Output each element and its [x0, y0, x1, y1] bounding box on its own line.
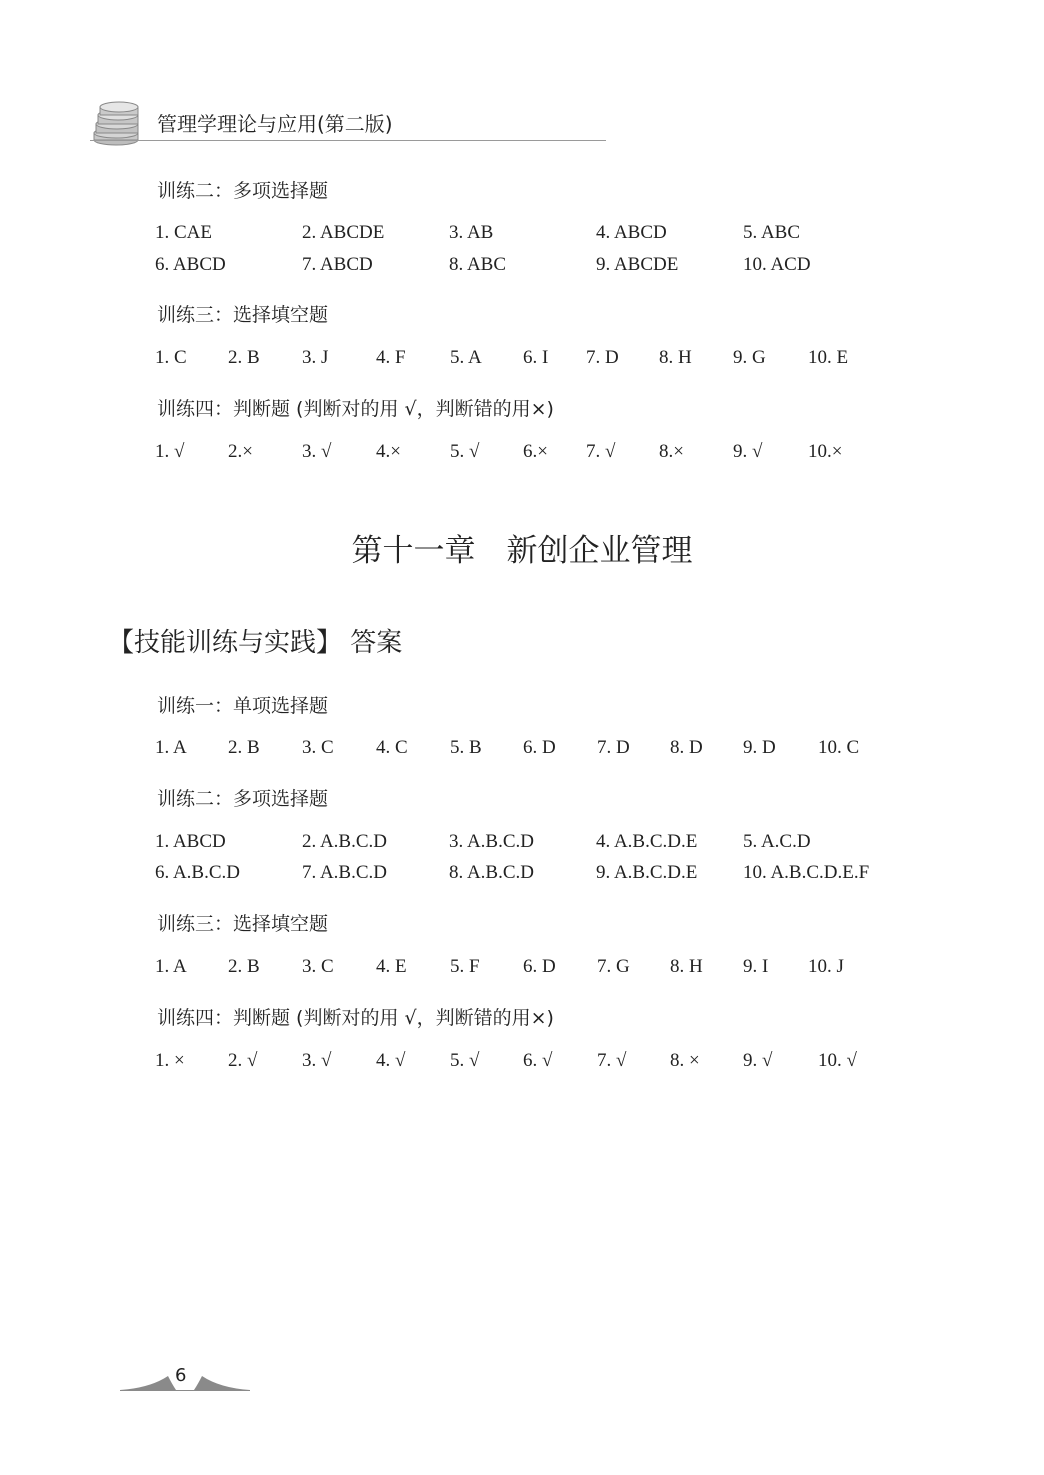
answer: 7. D	[586, 347, 619, 368]
answer: 9. I	[743, 956, 769, 977]
answer: 1. ×	[155, 1050, 185, 1071]
section-title: 训练二：多项选择题	[157, 788, 329, 810]
answer: 8. A.B.C.D	[449, 862, 534, 883]
book-title: 管理学理论与应用(第二版)	[157, 112, 393, 136]
answer: 1. A	[155, 737, 187, 758]
answer: 3. √	[302, 441, 332, 462]
answer: 8.×	[659, 441, 684, 462]
answer: 7. G	[597, 956, 630, 977]
answer: 4. E	[376, 956, 407, 977]
answer: 6. D	[523, 737, 556, 758]
section-title: 训练三：选择填空题	[157, 913, 329, 935]
answer: 7. A.B.C.D	[302, 862, 387, 883]
answer: 10. C	[818, 737, 860, 758]
answer: 10. J	[808, 956, 844, 977]
answer: 1. C	[155, 347, 187, 368]
answer: 2. A.B.C.D	[302, 831, 387, 852]
answer: 6. √	[523, 1050, 553, 1071]
answer: 7. ABCD	[302, 254, 373, 275]
answer: 2. √	[228, 1050, 258, 1071]
answer: 6.×	[523, 441, 548, 462]
answer: 10. ACD	[743, 254, 811, 275]
answer: 4. A.B.C.D.E	[596, 831, 698, 852]
answer: 7. √	[597, 1050, 627, 1071]
answer: 3. C	[302, 737, 334, 758]
answer: 2. B	[228, 347, 260, 368]
answer: 2. B	[228, 956, 260, 977]
answer: 3. A.B.C.D	[449, 831, 534, 852]
chapter-title: 第十一章 新创企业管理	[351, 533, 693, 569]
answer: 3. J	[302, 347, 329, 368]
answer: 6. A.B.C.D	[155, 862, 240, 883]
answer: 9. ABCDE	[596, 254, 679, 275]
answer: 3. C	[302, 956, 334, 977]
answer: 2. ABCDE	[302, 222, 385, 243]
answer: 5. √	[450, 441, 480, 462]
answer: 8. H	[670, 956, 703, 977]
answer: 5. √	[450, 1050, 480, 1071]
answer: 10. A.B.C.D.E.F	[743, 862, 870, 883]
answer: 1. A	[155, 956, 187, 977]
answer: 8. ABC	[449, 254, 507, 275]
answer: 5. A	[450, 347, 482, 368]
answer: 3. AB	[449, 222, 494, 243]
answer: 9. G	[733, 347, 766, 368]
answer: 9. √	[733, 441, 763, 462]
answer: 9. D	[743, 737, 776, 758]
answer: 7. √	[586, 441, 616, 462]
answer: 1. ABCD	[155, 831, 226, 852]
answer: 5. ABC	[743, 222, 801, 243]
answer: 1. √	[155, 441, 185, 462]
answer: 1. CAE	[155, 222, 212, 243]
header-rule	[90, 140, 606, 141]
answer: 4. F	[376, 347, 406, 368]
answers-heading: 【技能训练与实践】 答案	[108, 628, 403, 658]
answer: 5. B	[450, 737, 482, 758]
answer: 3. √	[302, 1050, 332, 1071]
answer: 4. C	[376, 737, 408, 758]
answer: 9. √	[743, 1050, 773, 1071]
answer: 10. √	[818, 1050, 857, 1071]
answer: 6. I	[523, 347, 549, 368]
answer: 8. D	[670, 737, 703, 758]
answer: 4. ABCD	[596, 222, 667, 243]
answer: 10. E	[808, 347, 849, 368]
page-number: 6	[175, 1365, 187, 1386]
answer: 2.×	[228, 441, 253, 462]
answer: 5. F	[450, 956, 480, 977]
section-title: 训练二：多项选择题	[157, 180, 329, 202]
answer: 9. A.B.C.D.E	[596, 862, 698, 883]
answer: 10.×	[808, 441, 843, 462]
answer: 7. D	[597, 737, 630, 758]
answer: 4.×	[376, 441, 401, 462]
answer: 5. A.C.D	[743, 831, 811, 852]
section-title: 训练四：判断题 (判断对的用 √，判断错的用×)	[157, 1007, 554, 1029]
answer: 6. D	[523, 956, 556, 977]
section-title: 训练一：单项选择题	[157, 695, 329, 717]
section-title: 训练三：选择填空题	[157, 304, 329, 326]
answer: 4. √	[376, 1050, 406, 1071]
answer: 2. B	[228, 737, 260, 758]
answer: 8. H	[659, 347, 692, 368]
answer: 8. ×	[670, 1050, 700, 1071]
answer: 6. ABCD	[155, 254, 226, 275]
section-title: 训练四：判断题 (判断对的用 √，判断错的用×)	[157, 398, 554, 420]
